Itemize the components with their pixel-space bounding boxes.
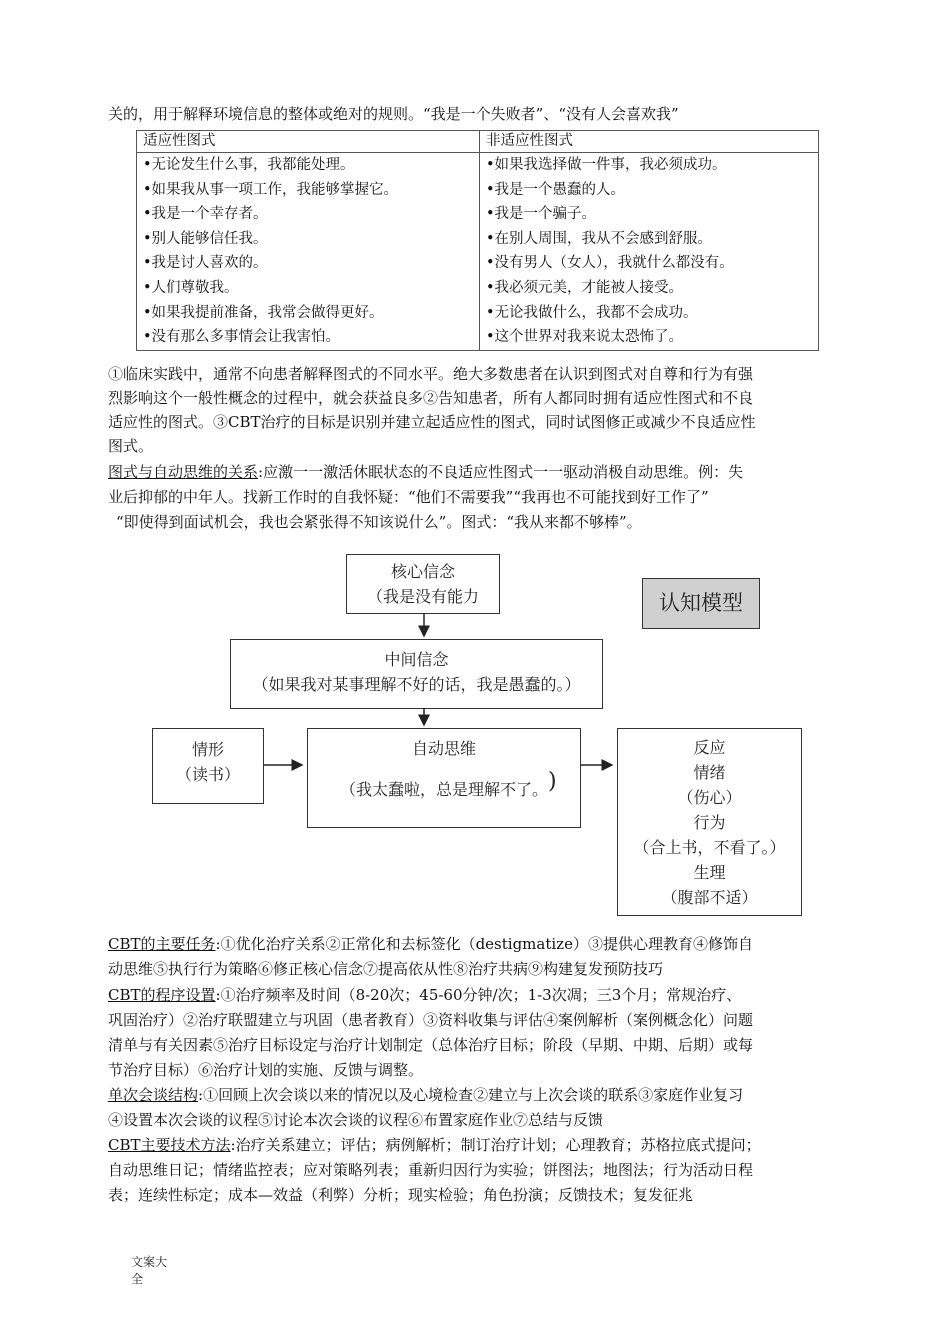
- list-item: •我是讨人喜欢的。: [143, 255, 268, 272]
- table-header-maladaptive: 非适应性图式: [480, 131, 819, 153]
- list-item: •别人能够信任我。: [143, 230, 268, 247]
- list-item: •我是一个骗子。: [486, 206, 597, 223]
- para1-line: 适应性的图式。③CBT治疗的目标是识别并建立起适应性的图式，同时试图修正或减少不良适应性: [108, 413, 756, 431]
- list-item: •我是一个幸存者。: [143, 206, 268, 223]
- core-belief-box: 核心信念 （我是没有能力: [346, 554, 500, 614]
- list-item: •在别人周围，我从不会感到舒服。: [486, 230, 713, 247]
- list-item: •我必须元美，才能被人接受。: [486, 279, 684, 296]
- situation-box: 情形 （读书）: [152, 728, 264, 804]
- section-session-line: 单次会谈结构:①回顾上次会谈以来的情况以及心境检查②建立与上次会谈的联系③家庭作业复习: [108, 1086, 744, 1104]
- intro-text: 关的，用于解释环境信息的整体或绝对的规则。“我是一个失败者”、“没有人会喜欢我”: [108, 105, 679, 123]
- section-heading: 单次会谈结构: [108, 1086, 199, 1104]
- section-tasks-line: CBT的主要任务:①优化治疗关系②正常化和去标签化（destigmatize）③提供心理教育④修饰自: [108, 935, 753, 953]
- list-item: •无论我做什么，我都不会成功。: [486, 304, 698, 321]
- footer-watermark: 文案大 全: [131, 1255, 168, 1286]
- list-item: •无论发生什么事，我都能处理。: [143, 157, 355, 173]
- reaction-box: 反应 情绪 （伤心） 行为 （合上书，不看了。） 生理 （腹部不适）: [617, 728, 802, 916]
- section-heading: CBT的程序设置: [108, 986, 216, 1004]
- list-item: •人们尊敬我。: [143, 279, 239, 296]
- model-label: 认知模型: [642, 578, 760, 629]
- list-item: •如果我选择做一件事，我必须成功。: [486, 157, 727, 173]
- section-procedure-line: CBT的程序设置:①治疗频率及时间（8-20次；45-60分钟/次；1-3次凋；三3个月；常规治疗、: [108, 986, 742, 1004]
- para2-line: 图式与自动思维的关系:应激一一激活休眠状态的不良适应性图式一一驱动消极自动思维。例：失: [108, 463, 744, 481]
- para1-line: 烈影响这个一般性概念的过程中，就会获益良多②告知患者，所有人都同时拥有适应性图式和不良: [108, 389, 754, 407]
- section-heading: CBT主要技术方法: [108, 1136, 231, 1154]
- list-item: •如果我从事一项工作，我能够掌握它。: [143, 181, 399, 198]
- para1-line: 图式。: [108, 437, 154, 455]
- list-item: •没有那么多事情会让我害怕。: [143, 329, 341, 346]
- section-heading: CBT的主要任务: [108, 935, 216, 953]
- automatic-thought-box: 自动思维 （我太蠢啦，总是理解不了。 ): [307, 728, 581, 828]
- section-techniques-line: CBT主要技术方法:治疗关系建立；评估；病例解析；制订治疗计划；心理教育；苏格拉底式提问；: [108, 1136, 761, 1154]
- table-header-adaptive: 适应性图式: [137, 131, 480, 153]
- para1-line: ①临床实践中，通常不向患者解释图式的不同水平。绝大多数患者在认识到图式对自尊和行为有强: [108, 365, 754, 383]
- intermediate-belief-box: 中间信念 （如果我对某事理解不好的话，我是愚蠢的。）: [230, 639, 603, 709]
- section-procedure-line: 清单与有关因素⑤治疗目标设定与治疗计划制定（总体治疗目标；阶段（早期、中期、后期）或每: [108, 1036, 754, 1054]
- section-techniques-line: 表；连续性标定；成本—效益（利弊）分析；现实检验；角色扮演；反馈技术；复发征兆: [108, 1186, 694, 1204]
- section-procedure-line: 巩固治疗）②治疗联盟建立与巩固（患者教育）③资料收集与评估④案例解析（案例概念化）问题: [108, 1011, 754, 1029]
- section-tasks-line: 动思维⑤执行行为策略⑥修正核心信念⑦提高依从性⑧治疗共病⑨构建复发预防技巧: [108, 960, 664, 978]
- section-techniques-line: 自动思维日记；情绪监控表；应对策略列表；重新归因行为实验；饼图法；地图法；行为活动日程: [108, 1161, 754, 1179]
- para2-line: 业后抑郁的中年人。找新工作时的自我怀疑：“他们不需要我”“我再也不可能找到好工作了”: [108, 488, 709, 506]
- list-item: •我是一个愚蠢的人。: [486, 181, 626, 198]
- section-session-line: ④设置本次会谈的议程⑤讨论本次会谈的议程⑥布置家庭作业⑦总结与反馈: [108, 1111, 604, 1129]
- list-item: •这个世界对我来说太恐怖了。: [486, 329, 684, 346]
- para2-line: “即使得到面试机会，我也会紧张得不知该说什么”。图式：“我从来都不够棒”。: [116, 513, 642, 531]
- list-item: •没有男人（女人），我就什么都没有。: [486, 255, 734, 272]
- list-item: •如果我提前准备，我常会做得更好。: [143, 304, 384, 321]
- section-procedure-line: 节治疗目标）⑥治疗计划的实施、反馈与调整。: [108, 1061, 424, 1079]
- para2-heading: 图式与自动思维的关系: [108, 463, 259, 481]
